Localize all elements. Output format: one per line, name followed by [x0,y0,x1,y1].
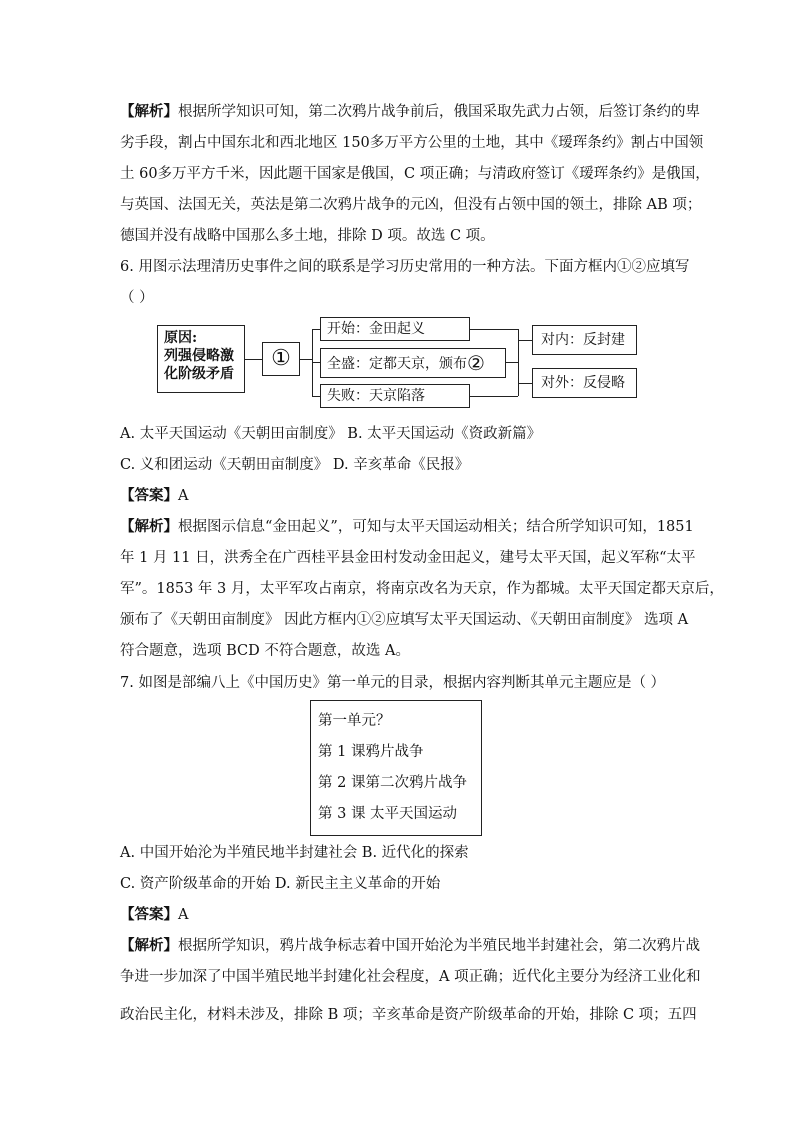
q7-analysis-line-3: 政治民主化，材料未涉及，排除 B 项；辛亥革命是资产阶级革命的开始，排除 C 项；五四 [120,1007,697,1023]
toc-lesson-3: 第 3 课 太平天国运动 [318,806,458,822]
q6-analysis-line-4: 颁布了《天朝田亩制度》 因此方框内①②应填写太平天国运动、《天朝田亩制度》 选项 A [120,612,689,628]
q6-analysis-line-5: 符合题意，选项 BCD 不符合题意，故选 A。 [120,643,410,659]
analysis-label: 【解析】 [120,103,178,120]
q6-options-cd: C. 义和团运动《天朝田亩制度》 D. 辛亥革命《民报》 [120,457,470,473]
q6-stem-paren: （ ） [120,290,154,306]
connector-line [470,396,518,397]
connector-line [245,359,263,360]
toc-unit-title: 第一单元？ [318,713,391,729]
peak-text: 全盛：定都天京，颁布 [327,356,467,372]
external-box: 对外：反侵略 [532,368,637,398]
answer-label: 【答案】 [120,906,178,923]
fail-box: 失败：天京陷落 [320,384,470,408]
connector-line [312,362,320,363]
q7-answer [120,905,680,925]
answer-value: A [178,488,189,504]
q5-analysis-line-3: 土 60多万平方千米，因此题干国家是俄国，C 项正确；与清政府签订《瑷珲条约》是俄国， [120,166,710,182]
connector-line [300,359,312,360]
q7-options-cd: C. 资产阶级革命的开始 D. 新民主主义革命的开始 [120,876,441,892]
q5-analysis-line-1: 【解析】根据所学知识可知，第二次鸦片战争前后，俄国采取先武力占领，后签订条约的卑 [120,103,700,120]
blank-2: ② [467,351,485,375]
q5-analysis-line-4: 与英国、法国无关，英法是第二次鸦片战争的元凶，但没有占领中国的领土，排除 AB 项； [120,197,702,213]
q7-stem: 7. 如图是部编八上《中国历史》第一单元的目录，根据内容判断其单元主题应是（ ） [120,675,666,691]
connector-line [506,362,518,363]
q7-analysis-line-1: 【解析】根据所学知识，鸦片战争标志着中国开始沦为半殖民地半封建社会，第二次鸦片战 [120,937,700,954]
internal-box: 对内：反封建 [532,325,637,355]
connector-line [312,329,320,330]
connector-line [518,340,532,341]
answer-label: 【答案】 [120,487,178,504]
q6-analysis-line-3: 军”。1853 年 3 月，太平军攻占南京，将南京改名为天京，作为都城。太平天国定都天京后， [120,581,724,597]
q6-analysis-line-2: 年 1 月 11 日，洪秀全在广西桂平县金田村发动金田起义，建号太平天国，起义军称“太平 [120,550,696,566]
q7-options-ab: A. 中国开始沦为半殖民地半封建社会 B. 近代化的探索 [120,845,469,861]
cause-box [157,325,245,393]
q6-analysis-line-1: 【解析】根据图示信息“金田起义”，可知与太平天国运动相关；结合所学知识可知，1851 [120,518,694,535]
cause-text-2: 化阶级矛盾 [164,366,234,382]
connector-line [312,396,320,397]
analysis-label: 【解析】 [120,518,178,535]
q6-answer [120,486,680,506]
connector-line [470,329,518,330]
analysis-label: 【解析】 [120,937,178,954]
toc-lesson-2: 第 2 课第二次鸦片战争 [318,775,467,791]
cause-label: 原因: [164,330,198,346]
answer-value: A [178,907,189,923]
peak-box [320,348,506,378]
q6-stem: 6. 用图示法理清历史事件之间的联系是学习历史常用的一种方法。下面方框内①②应填写 [120,259,690,275]
q7-analysis-line-2: 争进一步加深了中国半殖民地半封建化社会程度，A 项正确；近代化主要分为经济工业化和 [120,969,701,985]
blank-1-box: ① [262,342,300,376]
q6-options-ab: A. 太平天国运动《天朝田亩制度》 B. 太平天国运动《资政新篇》 [120,426,542,442]
connector-line [518,383,532,384]
start-box: 开始：金田起义 [320,317,470,341]
cause-text-1: 列强侵略激 [164,348,234,364]
q5-analysis-line-5: 德国并没有战略中国那么多土地，排除 D 项。故选 C 项。 [120,228,495,244]
q5-analysis-line-2: 劣手段，割占中国东北和西北地区 150多万平方公里的土地，其中《瑷珲条约》割占中国领 [120,135,704,151]
toc-lesson-1: 第 1 课鸦片战争 [318,744,424,760]
